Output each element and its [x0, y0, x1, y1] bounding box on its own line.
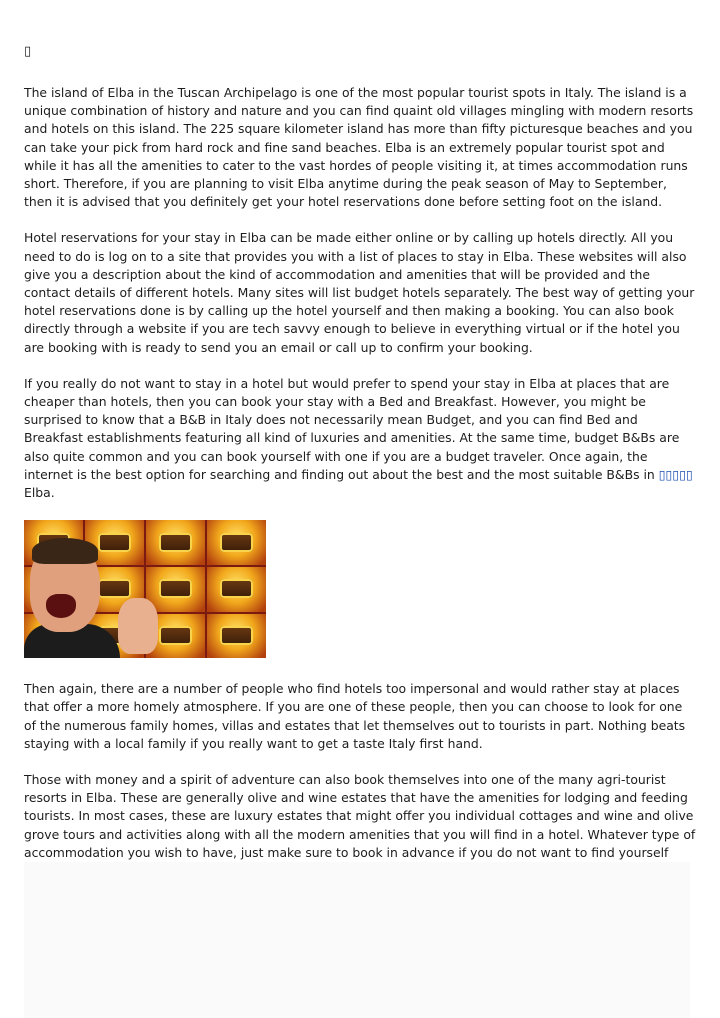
- slot-symbol: [207, 520, 266, 565]
- raised-hand: [118, 598, 158, 654]
- excited-person-figure: [24, 538, 120, 658]
- paragraph-bed-and-breakfast: [24, 375, 696, 502]
- inline-link[interactable]: ▯▯▯▯▯: [658, 466, 693, 482]
- paragraph-agri-tourism: Those with money and a spirit of adventure can also book themselves into one of the many agri-tourist resorts in Elba. These are generally olive and wine estates that have the amenities for lodging and feeding tourists. In most cases, these are luxury estates that might offer you individual cottages and wine and olive grove tours and activities along with all the modern amenities that you will find in a hotel. Whatever type of accommodation you wish to have, just make sure to book in advance if you do not want to find yourself: [24, 772, 696, 860]
- paragraph-bnb-text: If you really do not want to stay in a hotel but would prefer to spend your stay in Elba at places that are cheaper than hotels, then you can book your stay with a Bed and Breakfast. However, you might be surprised to know that a B&B in Italy does not necessarily mean Budget, and you can find Bed and Breakfast establishments featuring all kind of luxuries and amenities. At the same time, budget B&Bs are also quite common and you can book yourself with one if you are a budget traveler. Once again, the internet is the best option for searching and finding out about the best and the most suitable B&Bs in: [24, 375, 680, 482]
- slot-symbol: [207, 614, 266, 659]
- paragraph-hotel-reservations: Hotel reservations for your stay in Elba can be made either online or by calling up hotels directly. All you need to do is log on to a site that provides you with a list of places to stay in Elba. These websites will also give you a description about the kind of accommodation and amenities that will be provided and the contact details of different hotels. Many sites will list budget hotels separately. The best way of getting your hotel reservations done is by calling up the hotel yourself and then making a booking. You can also book directly through a website if you are tech savvy enough to believe in everything virtual or if the hotel you are booking with is ready to send you an email or call up to confirm your booking.: [24, 230, 695, 355]
- slot-game-image: [24, 520, 266, 658]
- slot-symbol: [207, 567, 266, 612]
- paragraph-family-homes: Then again, there are a number of people who find hotels too impersonal and would rather stay at places that offer a more homely atmosphere. If you are one of these people, then you can choose to look for one of the numerous family homes, villas and estates that let themselves out to tourists in part. Nothing beats staying with a local family if you really want to get a taste Italy first hand.: [24, 681, 686, 751]
- document-body: [24, 44, 696, 898]
- paragraph-bnb-tail: Elba.: [24, 485, 55, 501]
- missing-glyph-icon: ▯: [24, 44, 32, 59]
- slot-symbol: [146, 567, 205, 612]
- slot-symbol: [146, 520, 205, 565]
- page-bottom-area: [24, 862, 690, 1018]
- person-hair: [32, 538, 98, 564]
- paragraph-intro: The island of Elba in the Tuscan Archipelago is one of the most popular tourist spots in Italy. The island is a unique combination of history and nature and you can find quaint old villages mingling with modern resorts and hotels on this island. The 225 square kilometer island has more than fifty picturesque beaches and you can take your pick from hard rock and fine sand beaches. Elba is an extremely popular tourist spot and while it has all the amenities to cater to the vast hordes of people visiting it, at times accommodation runs short. Therefore, if you are planning to visit Elba anytime during the peak season of May to September, then it is advised that you definitely get your hotel reservations done before setting foot on the island.: [24, 85, 694, 210]
